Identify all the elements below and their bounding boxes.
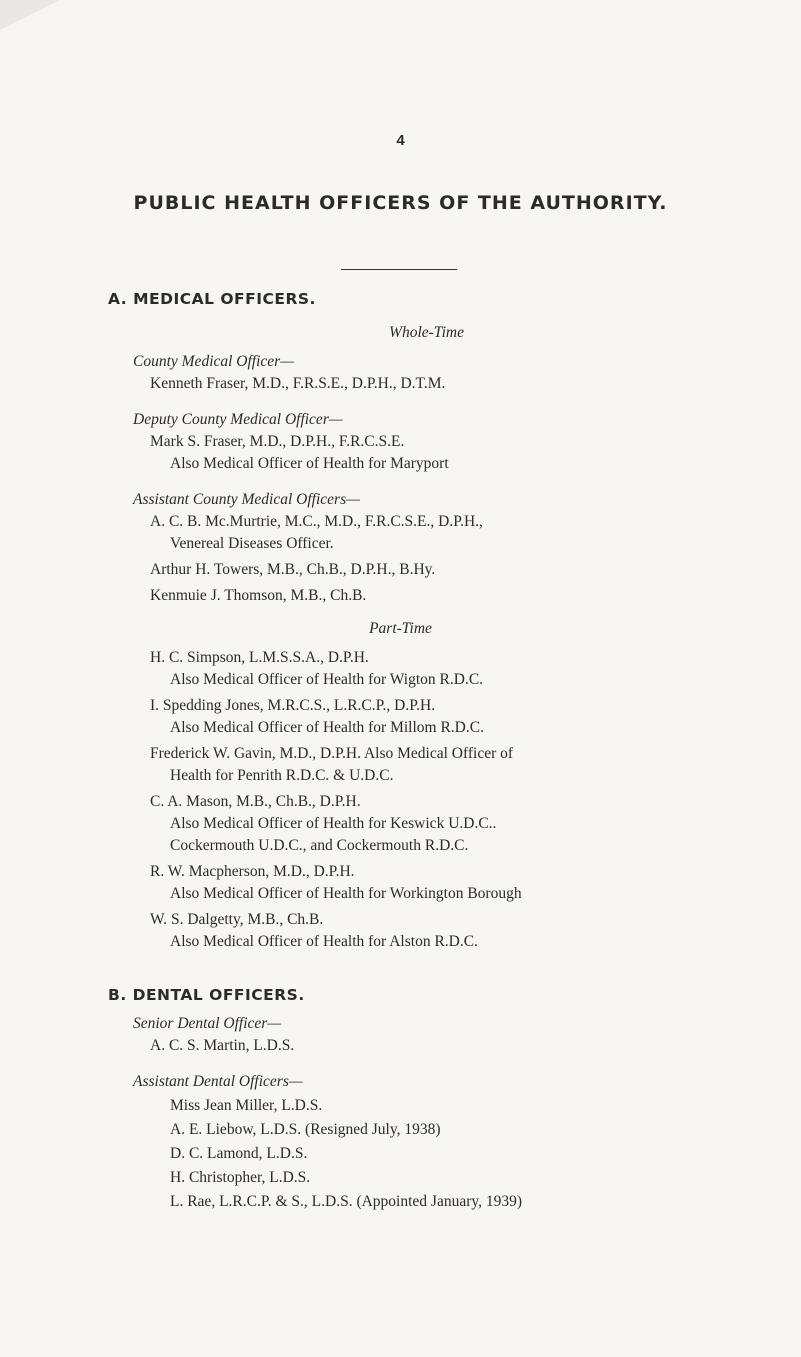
whole-time-label: Whole-Time <box>389 324 464 341</box>
officer-note: Also Medical Officer of Health for Wigton R.D.C. <box>170 671 484 688</box>
officer-name: Frederick W. Gavin, M.D., D.P.H. Also Medical Officer of <box>150 745 514 762</box>
officer-name: W. S. Dalgetty, M.B., Ch.B. <box>150 911 324 928</box>
officer-name: Mark S. Fraser, M.D., D.P.H., F.R.C.S.E. <box>150 433 405 450</box>
officer-name: Kenneth Fraser, M.D., F.R.S.E., D.P.H., D.T.M. <box>150 375 446 392</box>
page-corner-smudge <box>0 0 60 30</box>
officer-name: A. E. Liebow, L.D.S. (Resigned July, 1938) <box>170 1121 441 1138</box>
officer-name: Arthur H. Towers, M.B., Ch.B., D.P.H., B.Hy. <box>150 561 436 578</box>
officer-name: A. C. S. Martin, L.D.S. <box>150 1037 295 1054</box>
officer-note: Also Medical Officer of Health for Alston R.D.C. <box>170 933 478 950</box>
page-number: 4 <box>396 132 405 149</box>
officer-note: Also Medical Officer of Health for Workington Borough <box>170 885 522 902</box>
officer-note: Also Medical Officer of Health for Keswick U.D.C.. <box>170 815 497 832</box>
role-deputy-county-medical-officer: Deputy County Medical Officer— <box>133 411 343 428</box>
role-county-medical-officer: County Medical Officer— <box>133 353 294 370</box>
officer-name: C. A. Mason, M.B., Ch.B., D.P.H. <box>150 793 361 810</box>
officer-name: L. Rae, L.R.C.P. & S., L.D.S. (Appointed January, 1939) <box>170 1193 523 1210</box>
role-senior-dental-officer: Senior Dental Officer— <box>133 1015 282 1032</box>
role-assistant-dental-officers: Assistant Dental Officers— <box>133 1073 303 1090</box>
page-title: PUBLIC HEALTH OFFICERS OF THE AUTHORITY. <box>133 192 668 214</box>
officer-note: Cockermouth U.D.C., and Cockermouth R.D.C. <box>170 837 469 854</box>
part-time-label: Part-Time <box>369 620 432 637</box>
section-heading-medical: A. MEDICAL OFFICERS. <box>108 290 316 308</box>
officer-name: Kenmuie J. Thomson, M.B., Ch.B. <box>150 587 367 604</box>
officer-note: Health for Penrith R.D.C. & U.D.C. <box>170 767 394 784</box>
officer-name: A. C. B. Mc.Murtrie, M.C., M.D., F.R.C.S.E., D.P.H., <box>150 513 483 530</box>
officer-name: D. C. Lamond, L.D.S. <box>170 1145 308 1162</box>
officer-name: R. W. Macpherson, M.D., D.P.H. <box>150 863 355 880</box>
section-heading-dental: B. DENTAL OFFICERS. <box>108 986 305 1004</box>
officer-note: Venereal Diseases Officer. <box>170 535 334 552</box>
officer-name: H. Christopher, L.D.S. <box>170 1169 311 1186</box>
officer-name: Miss Jean Miller, L.D.S. <box>170 1097 323 1114</box>
officer-note: Also Medical Officer of Health for Maryport <box>170 455 449 472</box>
title-divider <box>341 269 457 270</box>
role-assistant-county-medical-officers: Assistant County Medical Officers— <box>133 491 360 508</box>
officer-note: Also Medical Officer of Health for Millom R.D.C. <box>170 719 484 736</box>
officer-name: H. C. Simpson, L.M.S.S.A., D.P.H. <box>150 649 369 666</box>
officer-name: I. Spedding Jones, M.R.C.S., L.R.C.P., D.P.H. <box>150 697 436 714</box>
